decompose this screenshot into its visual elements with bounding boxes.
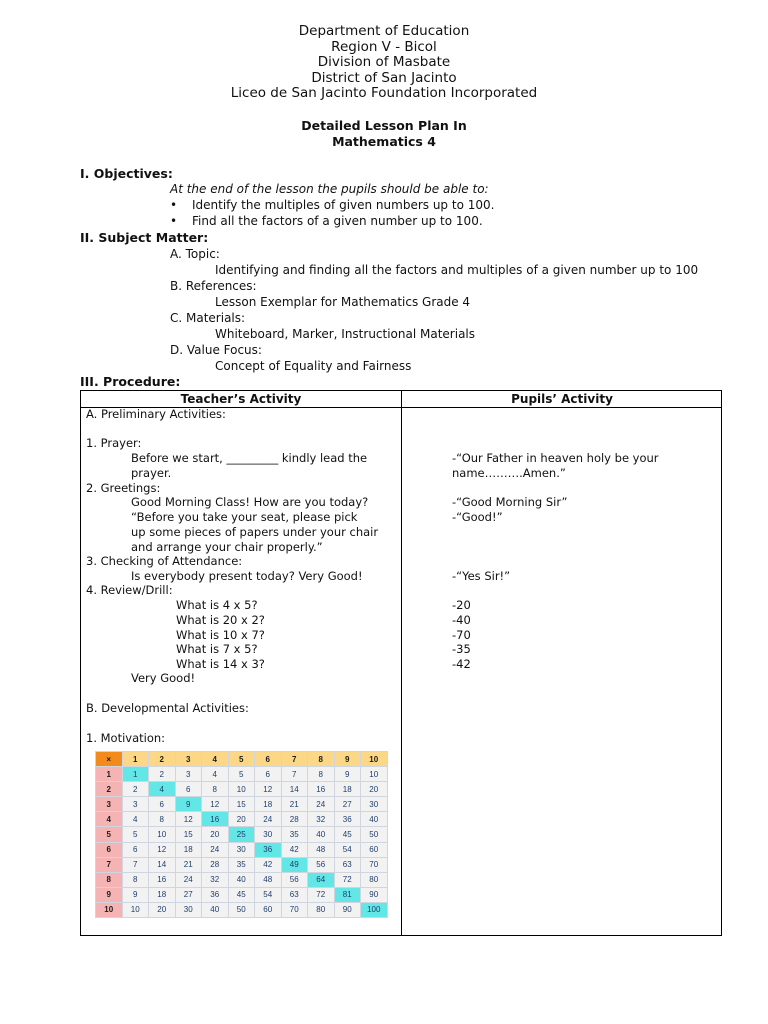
product-cell: 32 xyxy=(308,812,335,827)
product-cell: 48 xyxy=(308,842,335,857)
product-cell: 15 xyxy=(175,827,202,842)
objectives-heading: I. Objectives: xyxy=(80,166,173,181)
product-cell: 18 xyxy=(334,782,361,797)
drill-question: What is 7 x 5? xyxy=(176,642,258,656)
prayer-label: 1. Prayer: xyxy=(86,436,142,450)
references-label: B. References: xyxy=(170,279,257,293)
teacher-attendance-line: Is everybody present today? Very Good! xyxy=(131,569,363,583)
product-cell: 80 xyxy=(308,902,335,917)
teacher-greeting-line: “Before you take your seat, please pick xyxy=(131,510,358,524)
square-number-cell: 9 xyxy=(175,797,202,812)
product-cell: 63 xyxy=(334,857,361,872)
product-cell: 45 xyxy=(228,887,255,902)
row-header: 7 xyxy=(96,857,123,872)
square-number-cell: 16 xyxy=(202,812,229,827)
square-number-cell: 36 xyxy=(255,842,282,857)
product-cell: 90 xyxy=(361,887,388,902)
procedure-heading: III. Procedure: xyxy=(80,374,181,389)
square-number-cell: 1 xyxy=(122,767,149,782)
product-cell: 9 xyxy=(334,767,361,782)
product-cell: 50 xyxy=(361,827,388,842)
title-line-1: Detailed Lesson Plan In xyxy=(301,118,467,133)
drill-answer: -42 xyxy=(452,657,471,671)
multiplication-table xyxy=(95,751,388,918)
row-header: 4 xyxy=(96,812,123,827)
table-row xyxy=(96,797,388,812)
product-cell: 54 xyxy=(255,887,282,902)
column-header: 10 xyxy=(361,752,388,767)
objective-text: Find all the factors of a given number up to 100. xyxy=(192,214,483,228)
row-header: 1 xyxy=(96,767,123,782)
product-cell: 12 xyxy=(175,812,202,827)
school-header xyxy=(0,24,768,102)
preliminary-activities: A. Preliminary Activities: xyxy=(86,407,226,421)
product-cell: 8 xyxy=(149,812,176,827)
pupil-attendance-line: -“Yes Sir!” xyxy=(452,569,511,583)
square-number-cell: 25 xyxy=(228,827,255,842)
product-cell: 4 xyxy=(202,767,229,782)
product-cell: 60 xyxy=(361,842,388,857)
product-cell: 2 xyxy=(122,782,149,797)
square-number-cell: 100 xyxy=(361,902,388,917)
product-cell: 21 xyxy=(281,797,308,812)
teacher-prayer-line: Before we start, _________ kindly lead the xyxy=(131,451,368,465)
drill-question: What is 20 x 2? xyxy=(176,613,265,627)
table-row xyxy=(96,902,388,917)
product-cell: 14 xyxy=(149,857,176,872)
product-cell: 7 xyxy=(281,767,308,782)
product-cell: 21 xyxy=(175,857,202,872)
references-text: Lesson Exemplar for Mathematics Grade 4 xyxy=(215,295,471,309)
row-header: 6 xyxy=(96,842,123,857)
product-cell: 24 xyxy=(308,797,335,812)
table-row xyxy=(96,812,388,827)
objective-text: Identify the multiples of given numbers up to 100. xyxy=(192,198,495,212)
pupils-activity-header: Pupils’ Activity xyxy=(511,392,613,406)
product-cell: 12 xyxy=(255,782,282,797)
drill-answer: -20 xyxy=(452,598,471,612)
product-cell: 3 xyxy=(122,797,149,812)
product-cell: 63 xyxy=(281,887,308,902)
column-header: 4 xyxy=(202,752,229,767)
square-number-cell: 4 xyxy=(149,782,176,797)
materials-text: Whiteboard, Marker, Instructional Materials xyxy=(215,327,476,341)
product-cell: 12 xyxy=(202,797,229,812)
table-row xyxy=(96,887,388,902)
table-row xyxy=(96,842,388,857)
header-line: District of San Jacinto xyxy=(311,69,457,86)
product-cell: 16 xyxy=(308,782,335,797)
motivation-label: 1. Motivation: xyxy=(86,731,166,745)
product-cell: 30 xyxy=(175,902,202,917)
value-focus-text: Concept of Equality and Fairness xyxy=(215,359,412,373)
greetings-label: 2. Greetings: xyxy=(86,481,161,495)
drill-question: What is 4 x 5? xyxy=(176,598,258,612)
subject-matter-heading: II. Subject Matter: xyxy=(80,230,209,245)
product-cell: 24 xyxy=(175,872,202,887)
product-cell: 8 xyxy=(308,767,335,782)
product-cell: 16 xyxy=(149,872,176,887)
product-cell: 18 xyxy=(149,887,176,902)
drill-question: What is 10 x 7? xyxy=(176,628,265,642)
product-cell: 36 xyxy=(202,887,229,902)
product-cell: 9 xyxy=(122,887,149,902)
product-cell: 2 xyxy=(149,767,176,782)
teacher-prayer-line: prayer. xyxy=(131,466,172,480)
objectives-intro: At the end of the lesson the pupils should be able to: xyxy=(170,182,489,196)
product-cell: 28 xyxy=(202,857,229,872)
product-cell: 18 xyxy=(175,842,202,857)
review-drill-label: 4. Review/Drill: xyxy=(86,583,173,597)
product-cell: 80 xyxy=(361,872,388,887)
product-cell: 10 xyxy=(361,767,388,782)
table-corner: × xyxy=(96,752,123,767)
row-header: 8 xyxy=(96,872,123,887)
product-cell: 40 xyxy=(361,812,388,827)
attendance-label: 3. Checking of Attendance: xyxy=(86,554,243,568)
product-cell: 30 xyxy=(228,842,255,857)
product-cell: 56 xyxy=(281,872,308,887)
product-cell: 40 xyxy=(202,902,229,917)
square-number-cell: 64 xyxy=(308,872,335,887)
teacher-greeting-line: Good Morning Class! How are you today? xyxy=(131,495,369,509)
product-cell: 48 xyxy=(255,872,282,887)
pupil-greeting-line: -“Good Morning Sir” xyxy=(452,495,568,509)
pupil-prayer-line: -“Our Father in heaven holy be your xyxy=(452,451,659,465)
drill-answer: -40 xyxy=(452,613,471,627)
product-cell: 7 xyxy=(122,857,149,872)
product-cell: 20 xyxy=(202,827,229,842)
product-cell: 42 xyxy=(255,857,282,872)
product-cell: 6 xyxy=(255,767,282,782)
product-cell: 10 xyxy=(149,827,176,842)
product-cell: 5 xyxy=(122,827,149,842)
bullet-icon: • xyxy=(170,214,178,228)
product-cell: 35 xyxy=(281,827,308,842)
title-line-2: Mathematics 4 xyxy=(332,133,436,149)
topic-label: A. Topic: xyxy=(170,247,220,261)
teacher-greeting-line: up some pieces of papers under your chair xyxy=(131,525,379,539)
header-line: Department of Education xyxy=(298,23,470,39)
product-cell: 72 xyxy=(334,872,361,887)
pupil-prayer-line: name……….Amen.” xyxy=(452,466,566,480)
product-cell: 54 xyxy=(334,842,361,857)
product-cell: 14 xyxy=(281,782,308,797)
column-header: 2 xyxy=(149,752,176,767)
product-cell: 30 xyxy=(255,827,282,842)
product-cell: 4 xyxy=(122,812,149,827)
square-number-cell: 49 xyxy=(281,857,308,872)
product-cell: 27 xyxy=(175,887,202,902)
table-row xyxy=(96,752,388,767)
product-cell: 8 xyxy=(202,782,229,797)
column-divider xyxy=(401,391,402,935)
teacher-greeting-line: and arrange your chair properly.” xyxy=(131,540,323,554)
product-cell: 8 xyxy=(122,872,149,887)
table-row xyxy=(96,767,388,782)
bullet-icon: • xyxy=(170,198,178,212)
product-cell: 20 xyxy=(149,902,176,917)
drill-answer: -35 xyxy=(452,642,471,656)
product-cell: 5 xyxy=(228,767,255,782)
column-header: 3 xyxy=(175,752,202,767)
product-cell: 72 xyxy=(308,887,335,902)
product-cell: 6 xyxy=(122,842,149,857)
product-cell: 3 xyxy=(175,767,202,782)
teacher-activity-header: Teacher’s Activity xyxy=(180,392,302,406)
product-cell: 20 xyxy=(361,782,388,797)
topic-text: Identifying and finding all the factors and multiples of a given number up to 100 xyxy=(215,263,699,277)
header-line: Liceo de San Jacinto Foundation Incorporated xyxy=(230,85,538,101)
product-cell: 36 xyxy=(334,812,361,827)
header-line: Division of Masbate xyxy=(317,54,451,70)
product-cell: 6 xyxy=(149,797,176,812)
materials-label: C. Materials: xyxy=(170,311,246,325)
product-cell: 12 xyxy=(149,842,176,857)
column-header: 7 xyxy=(281,752,308,767)
column-header: 1 xyxy=(122,752,149,767)
product-cell: 56 xyxy=(308,857,335,872)
product-cell: 90 xyxy=(334,902,361,917)
column-header: 6 xyxy=(255,752,282,767)
row-header: 2 xyxy=(96,782,123,797)
developmental-activities: B. Developmental Activities: xyxy=(86,701,249,715)
product-cell: 40 xyxy=(228,872,255,887)
product-cell: 40 xyxy=(308,827,335,842)
drill-question: What is 14 x 3? xyxy=(176,657,265,671)
product-cell: 24 xyxy=(255,812,282,827)
column-header: 9 xyxy=(334,752,361,767)
product-cell: 10 xyxy=(228,782,255,797)
table-row xyxy=(96,857,388,872)
product-cell: 28 xyxy=(281,812,308,827)
product-cell: 24 xyxy=(202,842,229,857)
product-cell: 27 xyxy=(334,797,361,812)
product-cell: 42 xyxy=(281,842,308,857)
table-row xyxy=(96,872,388,887)
very-good-text: Very Good! xyxy=(131,671,196,685)
product-cell: 30 xyxy=(361,797,388,812)
product-cell: 70 xyxy=(281,902,308,917)
product-cell: 18 xyxy=(255,797,282,812)
product-cell: 70 xyxy=(361,857,388,872)
value-focus-label: D. Value Focus: xyxy=(170,343,262,357)
product-cell: 50 xyxy=(228,902,255,917)
drill-answer: -70 xyxy=(452,628,471,642)
product-cell: 35 xyxy=(228,857,255,872)
row-header: 10 xyxy=(96,902,123,917)
product-cell: 10 xyxy=(122,902,149,917)
row-header: 9 xyxy=(96,887,123,902)
product-cell: 6 xyxy=(175,782,202,797)
product-cell: 45 xyxy=(334,827,361,842)
document-title xyxy=(0,118,768,149)
pupil-greeting-line: -“Good!” xyxy=(452,510,503,524)
product-cell: 15 xyxy=(228,797,255,812)
product-cell: 20 xyxy=(228,812,255,827)
table-row xyxy=(96,827,388,842)
header-line: Region V - Bicol xyxy=(331,38,437,55)
square-number-cell: 81 xyxy=(334,887,361,902)
product-cell: 60 xyxy=(255,902,282,917)
row-header: 3 xyxy=(96,797,123,812)
row-header: 5 xyxy=(96,827,123,842)
table-row xyxy=(96,782,388,797)
column-header: 5 xyxy=(228,752,255,767)
product-cell: 32 xyxy=(202,872,229,887)
column-header: 8 xyxy=(308,752,335,767)
